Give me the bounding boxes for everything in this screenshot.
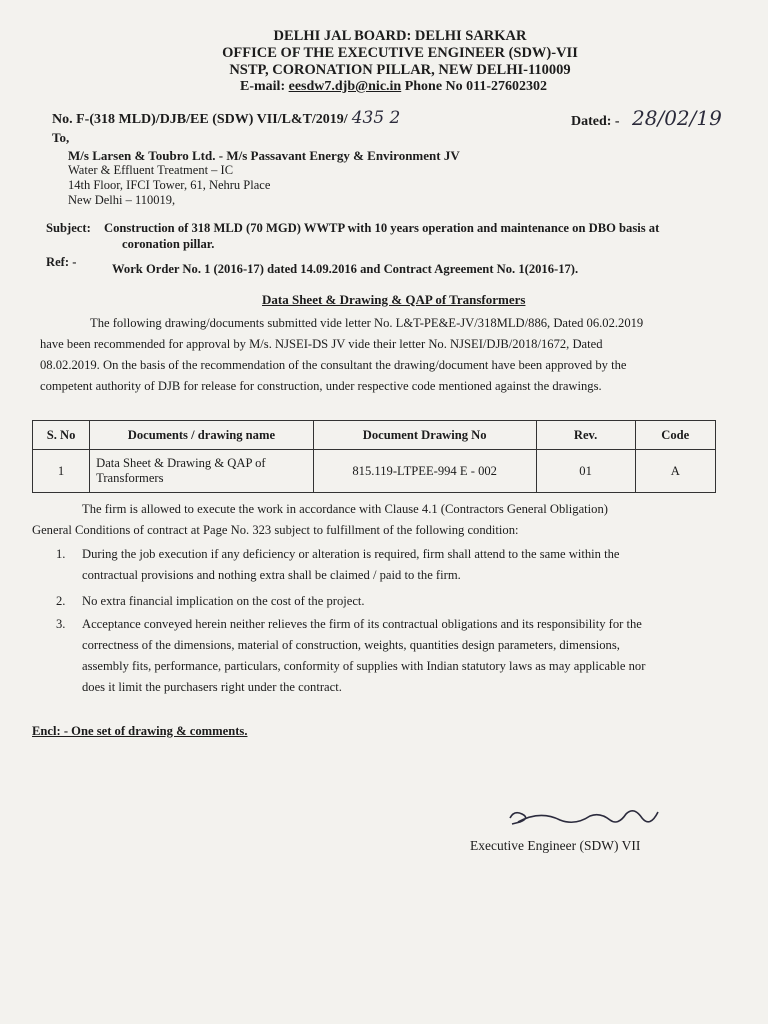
- para1-line4: competent authority of DJB for release for construction, under respective code mentioned against the drawings.: [40, 379, 602, 393]
- subject-line-1: Construction of 318 MLD (70 MGD) WWTP with 10 years operation and maintenance on DBO basis at: [104, 221, 660, 235]
- ref-text: Work Order No. 1 (2016-17) dated 14.09.2016 and Contract Agreement No. 1(2016-17).: [112, 262, 579, 276]
- phone: Phone No 011-27602302: [404, 79, 548, 94]
- condition-number: 3.: [56, 617, 66, 631]
- table-row: [33, 450, 716, 493]
- condition-3: 3. Acceptance conveyed herein neither relieves the firm of its contractual obligations and its responsibility for the correctness of the dimensions, material of construction, weights, quantities design parameters, dimensions, assembly fits, performance, particulars, conformity of supplies with Indian statutory laws as may applicable nor does it limit the purchasers right under the contract.: [56, 614, 736, 702]
- header-org: DELHI JAL BOARD: DELHI SARKAR: [273, 28, 527, 44]
- cell-sno: 1: [33, 450, 90, 493]
- condition-number: 1.: [56, 547, 66, 561]
- col-sno: S. No: [33, 421, 90, 450]
- addressee-address: 14th Floor, IFCI Tower, 61, Nehru Place: [68, 178, 271, 192]
- col-document-name: Documents / drawing name: [90, 421, 314, 450]
- cell-rev: 01: [536, 450, 635, 493]
- drawing-table: [32, 420, 716, 493]
- addressee-name: M/s Larsen & Toubro Ltd. - M/s Passavant Energy & Environment JV: [68, 148, 460, 163]
- addressee-dept: Water & Effluent Treatment – IC: [68, 163, 234, 177]
- cell-drawing-no: 815.119-LTPEE-994 E - 002: [313, 450, 536, 493]
- para2-line2: General Conditions of contract at Page No. 323 subject to fulfillment of the following condition:: [32, 523, 519, 537]
- email-link[interactable]: eesdw7.djb@nic.in: [288, 79, 402, 94]
- enclosure-note: Encl: - One set of drawing & comments.: [32, 724, 248, 738]
- condition-1: 1. During the job execution if any deficiency or alteration is required, firm shall attend to the same within the contractual provisions and nothing extra shall be claimed / paid to the firm.: [56, 544, 736, 588]
- header-address: NSTP, CORONATION PILLAR, NEW DELHI-110009: [229, 62, 571, 78]
- subject-line-2: coronation pillar.: [122, 237, 215, 251]
- signatory-designation: Executive Engineer (SDW) VII: [470, 838, 641, 853]
- col-drawing-no: Document Drawing No: [313, 421, 536, 450]
- letter-number: No. F-(318 MLD)/DJB/EE (SDW) VII/L&T/2019/ 435 2: [52, 108, 401, 128]
- cell-code: A: [635, 450, 715, 493]
- condition-number: 2.: [56, 594, 66, 608]
- para1-line1: The following drawing/documents submitted vide letter No. L&T-PE&E-JV/318MLD/886, Dated 06.02.2019: [90, 316, 644, 330]
- col-rev: Rev.: [536, 421, 635, 450]
- para2-line1: The firm is allowed to execute the work in accordance with Clause 4.1 (Contractors General Obligation): [82, 502, 608, 516]
- header-office: OFFICE OF THE EXECUTIVE ENGINEER (SDW)-VII: [222, 45, 578, 61]
- dated-label: Dated: -: [571, 114, 620, 129]
- handwritten-number: 435 2: [351, 108, 401, 128]
- ref-label: Ref: -: [46, 255, 77, 269]
- table-header-row: [33, 421, 716, 450]
- condition-2: 2. No extra financial implication on the cost of the project.: [56, 591, 736, 613]
- handwritten-date: 28/02/19: [632, 106, 722, 130]
- para1-line3: 08.02.2019. On the basis of the recommendation of the consultant the drawing/document have been approved by the: [40, 358, 627, 372]
- email-label: E-mail:: [240, 79, 286, 94]
- para1-line2: have been recommended for approval by M/s. NJSEI-DS JV vide their letter No. NJSEI/DJB/2018/1672, Dated: [40, 337, 603, 351]
- addressee-city: New Delhi – 110019,: [68, 193, 176, 207]
- to-label: To,: [52, 130, 70, 145]
- document-title: Data Sheet & Drawing & QAP of Transformers: [262, 292, 526, 307]
- signature-icon: [500, 800, 670, 840]
- cell-document-name: Data Sheet & Drawing & QAP of Transformers: [90, 450, 314, 493]
- subject-label: Subject:: [46, 221, 91, 235]
- header-contact: [240, 79, 547, 95]
- col-code: Code: [635, 421, 715, 450]
